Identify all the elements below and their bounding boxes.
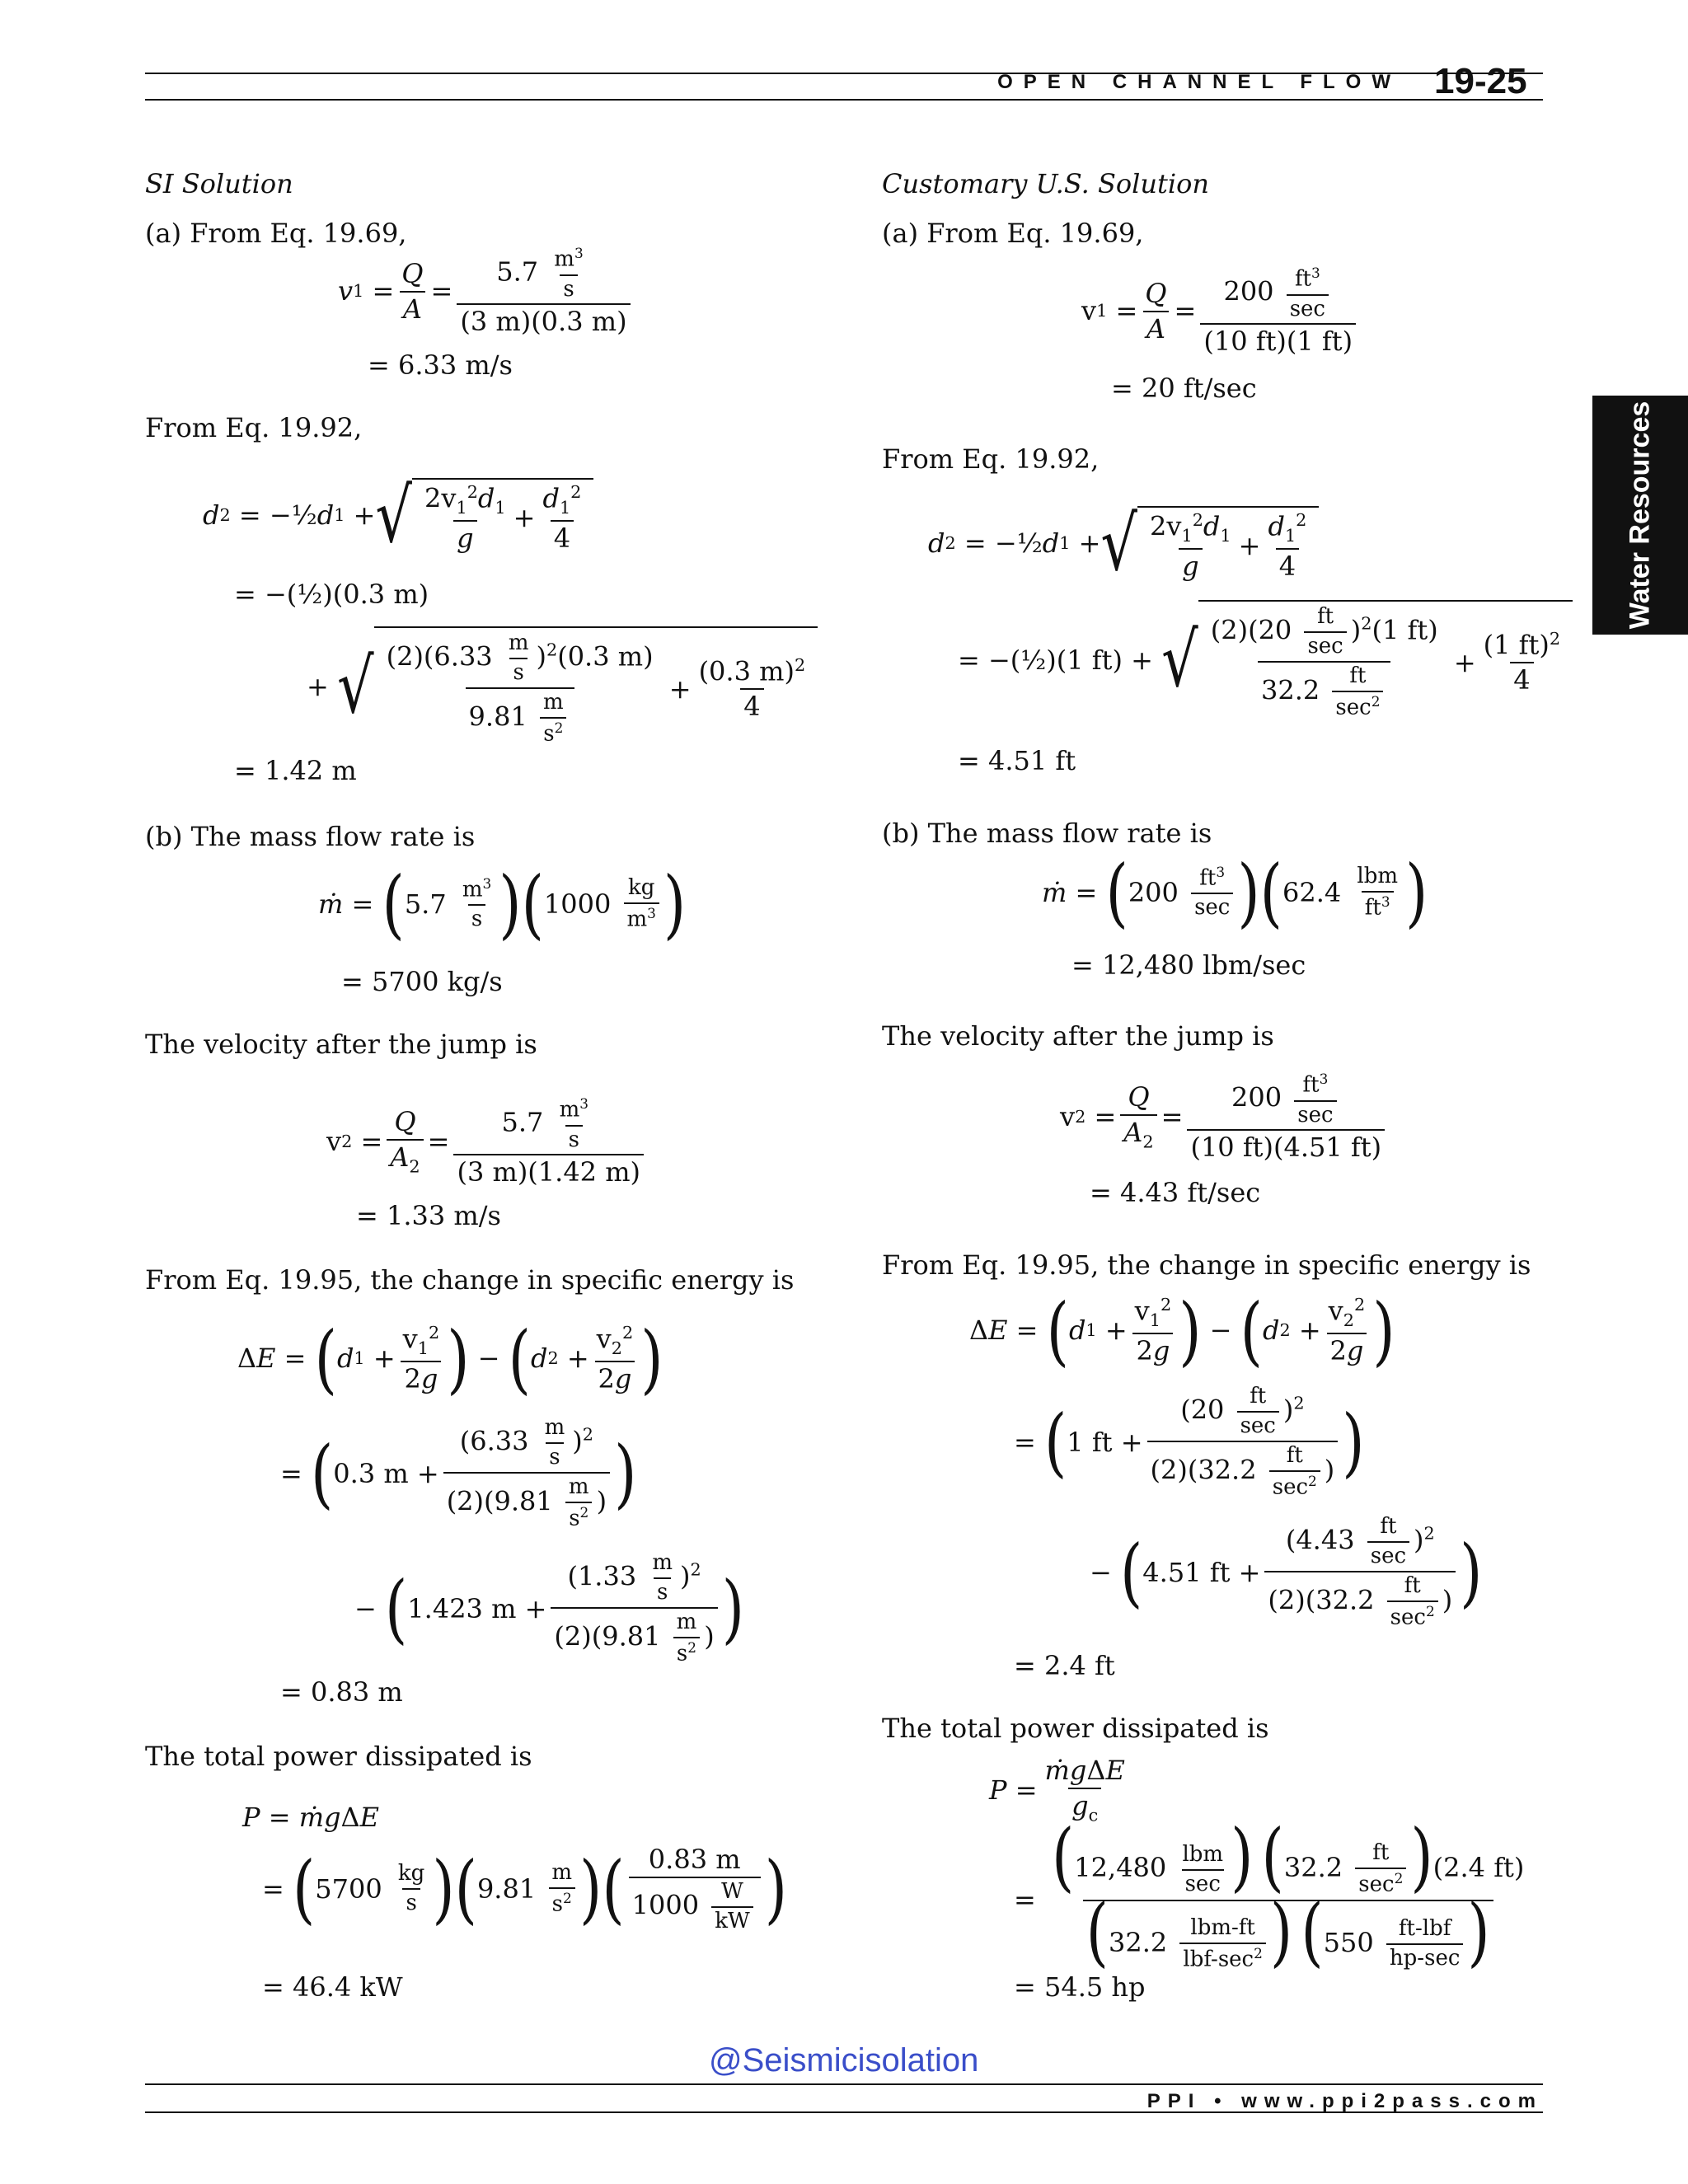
us-dE-step3: − ( 4.51 ft + (4.43 $\frac{ft}{\sec}$ )$^2$ (2)(32.2 $\frac{ft}{\sec^2}$ ) ) [1090, 1514, 1483, 1630]
si-velocity-label: The velocity after the jump is [145, 1029, 537, 1060]
si-d2-result: = 1.42 m [234, 755, 357, 786]
si-d2-step2: = −(½)(0.3 m) [234, 579, 429, 610]
si-v1-equation: v 1 = $\frac{Q}{A}$ = 5.7 $\frac{m^3}{s}$ (3 m)(0.3 m) [338, 246, 635, 337]
us-b-label: (b) The mass flow rate is [882, 818, 1212, 849]
us-P-equation: P = $\frac{\text{ṁgΔE}}{g_c}$ [989, 1755, 1125, 1825]
us-dE-result: = 2.4 ft [1014, 1650, 1115, 1681]
si-dE-step2: = ( 0.3 m + (6.33 $\frac{m}{s}$ )$^2$ (2)(9.81 $\frac{m}{s^2}$ ) ) [280, 1415, 637, 1531]
us-d2-equation: d 2 = −½ d 1 + √ $\frac{2v_1^2d_1}{g}$ + $\frac{d_1^2}{4}$ [928, 506, 1319, 582]
us-mdot-result: = 12,480 lbm/sec [1071, 949, 1306, 981]
si-mdot-equation: ṁ = ( 5.7 $\frac{m^3}{s}$ ) ( 1000 $\frac{kg}{m^3}$ ) [318, 860, 687, 949]
page-number: 19-25 [1434, 61, 1527, 101]
us-mdot-equation: ṁ = ( 200 $\frac{ft^3}{\sec}$ ) ( 62.4 $\frac{\text{lbm}}{ft^3}$ ) [1042, 848, 1428, 937]
us-power-label: The total power dissipated is [882, 1713, 1269, 1744]
us-v2-equation: v 2 = $\frac{Q}{A_2}$ = 200 $\frac{ft^3}{\sec}$ (10 ft)(4.51 ft) [1060, 1071, 1389, 1163]
us-v1-result: = 20 ft/sec [1111, 373, 1257, 404]
us-v1-equation: v 1 = $\frac{Q}{A}$ = 200 $\frac{ft^3}{\sec}$ (10 ft)(1 ft) [1081, 265, 1360, 357]
si-mdot-result: = 5700 kg/s [341, 966, 503, 997]
section-side-tab [1592, 396, 1688, 635]
us-dE-equation: Δ E = ( d 1 + $\frac{v_1^2}{2g}$ ) − ( d 2 + $\frac{v_2^2}{2g}$ ) [969, 1286, 1395, 1376]
si-v1-result: = 6.33 m/s [368, 349, 513, 381]
si-dE-result: = 0.83 m [280, 1676, 403, 1708]
footer-publisher: PPI • www.ppi2pass.com [1146, 2090, 1543, 2112]
si-d2-equation: d 2 = −½ d 1 + √ $\frac{2v_1^2d_1}{g}$ + $\frac{d_1^2}{4}$ [203, 478, 593, 554]
footer-rule-top [145, 2083, 1543, 2085]
si-energy-label: From Eq. 19.95, the change in specific energy is [145, 1264, 795, 1296]
si-b-label: (b) The mass flow rate is [145, 821, 476, 852]
footer-rule-bottom [145, 2111, 1543, 2113]
us-heading: Customary U.S. Solution [882, 168, 1209, 199]
watermark: @Seismicisolation [709, 2042, 979, 2079]
si-P-result: = 46.4 kW [262, 1971, 403, 2003]
si-P-equation: P = ṁgΔE [242, 1802, 379, 1833]
us-velocity-label: The velocity after the jump is [882, 1020, 1274, 1052]
us-d2-step2: = −(½)(1 ft) + √ (2)(20 $\frac{ft}{\sec}$ )$^2$(1 ft) 32.2 $\frac{ft}{\sec^2}$ + $\frac{(1 ft)^2}{4}$ [958, 600, 1573, 720]
si-d2-step3: + √ (2)(6.33 $\frac{m}{s}$ )$^2$(0.3 m) 9.81 $\frac{m}{s^2}$ + $\frac{(0.3 m)^2}{4}$ [307, 626, 818, 747]
si-a-label: (a) From Eq. 19.69, [145, 218, 407, 249]
si-dE-equation: Δ E = ( d 1 + $\frac{v_1^2}{2g}$ ) − ( d 2 + $\frac{v_2^2}{2g}$ ) [237, 1315, 663, 1404]
si-P-step2: = ( 5700 $\frac{kg}{s}$ ) ( 9.81 $\frac{m}{s^2}$ ) ( 0.83 m 1000 $\frac{W}{kW}$ ) [262, 1844, 788, 1933]
us-energy-label: From Eq. 19.95, the change in specific energy is [882, 1249, 1531, 1281]
si-eq92-label: From Eq. 19.92, [145, 412, 363, 443]
us-P-step2: = (12,480 $\frac{\text{lbm}}{\sec}$ ) (32.2 $\frac{ft}{\sec^2}$ )(2.4 ft) (32.2 $\frac{\text{lbm-ft}}{lbf-\sec^2}$ ) (550 $\frac{\text{ft-lbf}}{hp-\sec}$ ) [1014, 1812, 1525, 1976]
us-P-result: = 54.5 hp [1014, 1971, 1146, 2003]
si-v2-result: = 1.33 m/s [356, 1200, 501, 1231]
side-tab-label: Water Resources [1624, 401, 1656, 630]
si-v2-equation: v 2 = $\frac{Q}{A_2}$ = 5.7 $\frac{m^3}{s}$ (3 m)(1.42 m) [326, 1096, 648, 1188]
us-v2-result: = 4.43 ft/sec [1090, 1177, 1261, 1208]
header-rule-bottom [145, 99, 1543, 101]
us-dE-step2: = ( 1 ft + (20 $\frac{ft}{\sec}$ )$^2$ (2)(32.2 $\frac{ft}{\sec^2}$ ) ) [1014, 1384, 1365, 1500]
us-a-label: (a) From Eq. 19.69, [882, 218, 1144, 249]
us-eq92-label: From Eq. 19.92, [882, 443, 1100, 475]
si-dE-step3: − ( 1.423 m + (1.33 $\frac{m}{s}$ )$^2$ (2)(9.81 $\frac{m}{s^2}$ ) ) [354, 1550, 745, 1666]
si-power-label: The total power dissipated is [145, 1741, 532, 1772]
us-d2-result: = 4.51 ft [958, 745, 1076, 776]
si-heading: SI Solution [145, 168, 293, 199]
running-title: OPEN CHANNEL FLOW [997, 71, 1401, 93]
